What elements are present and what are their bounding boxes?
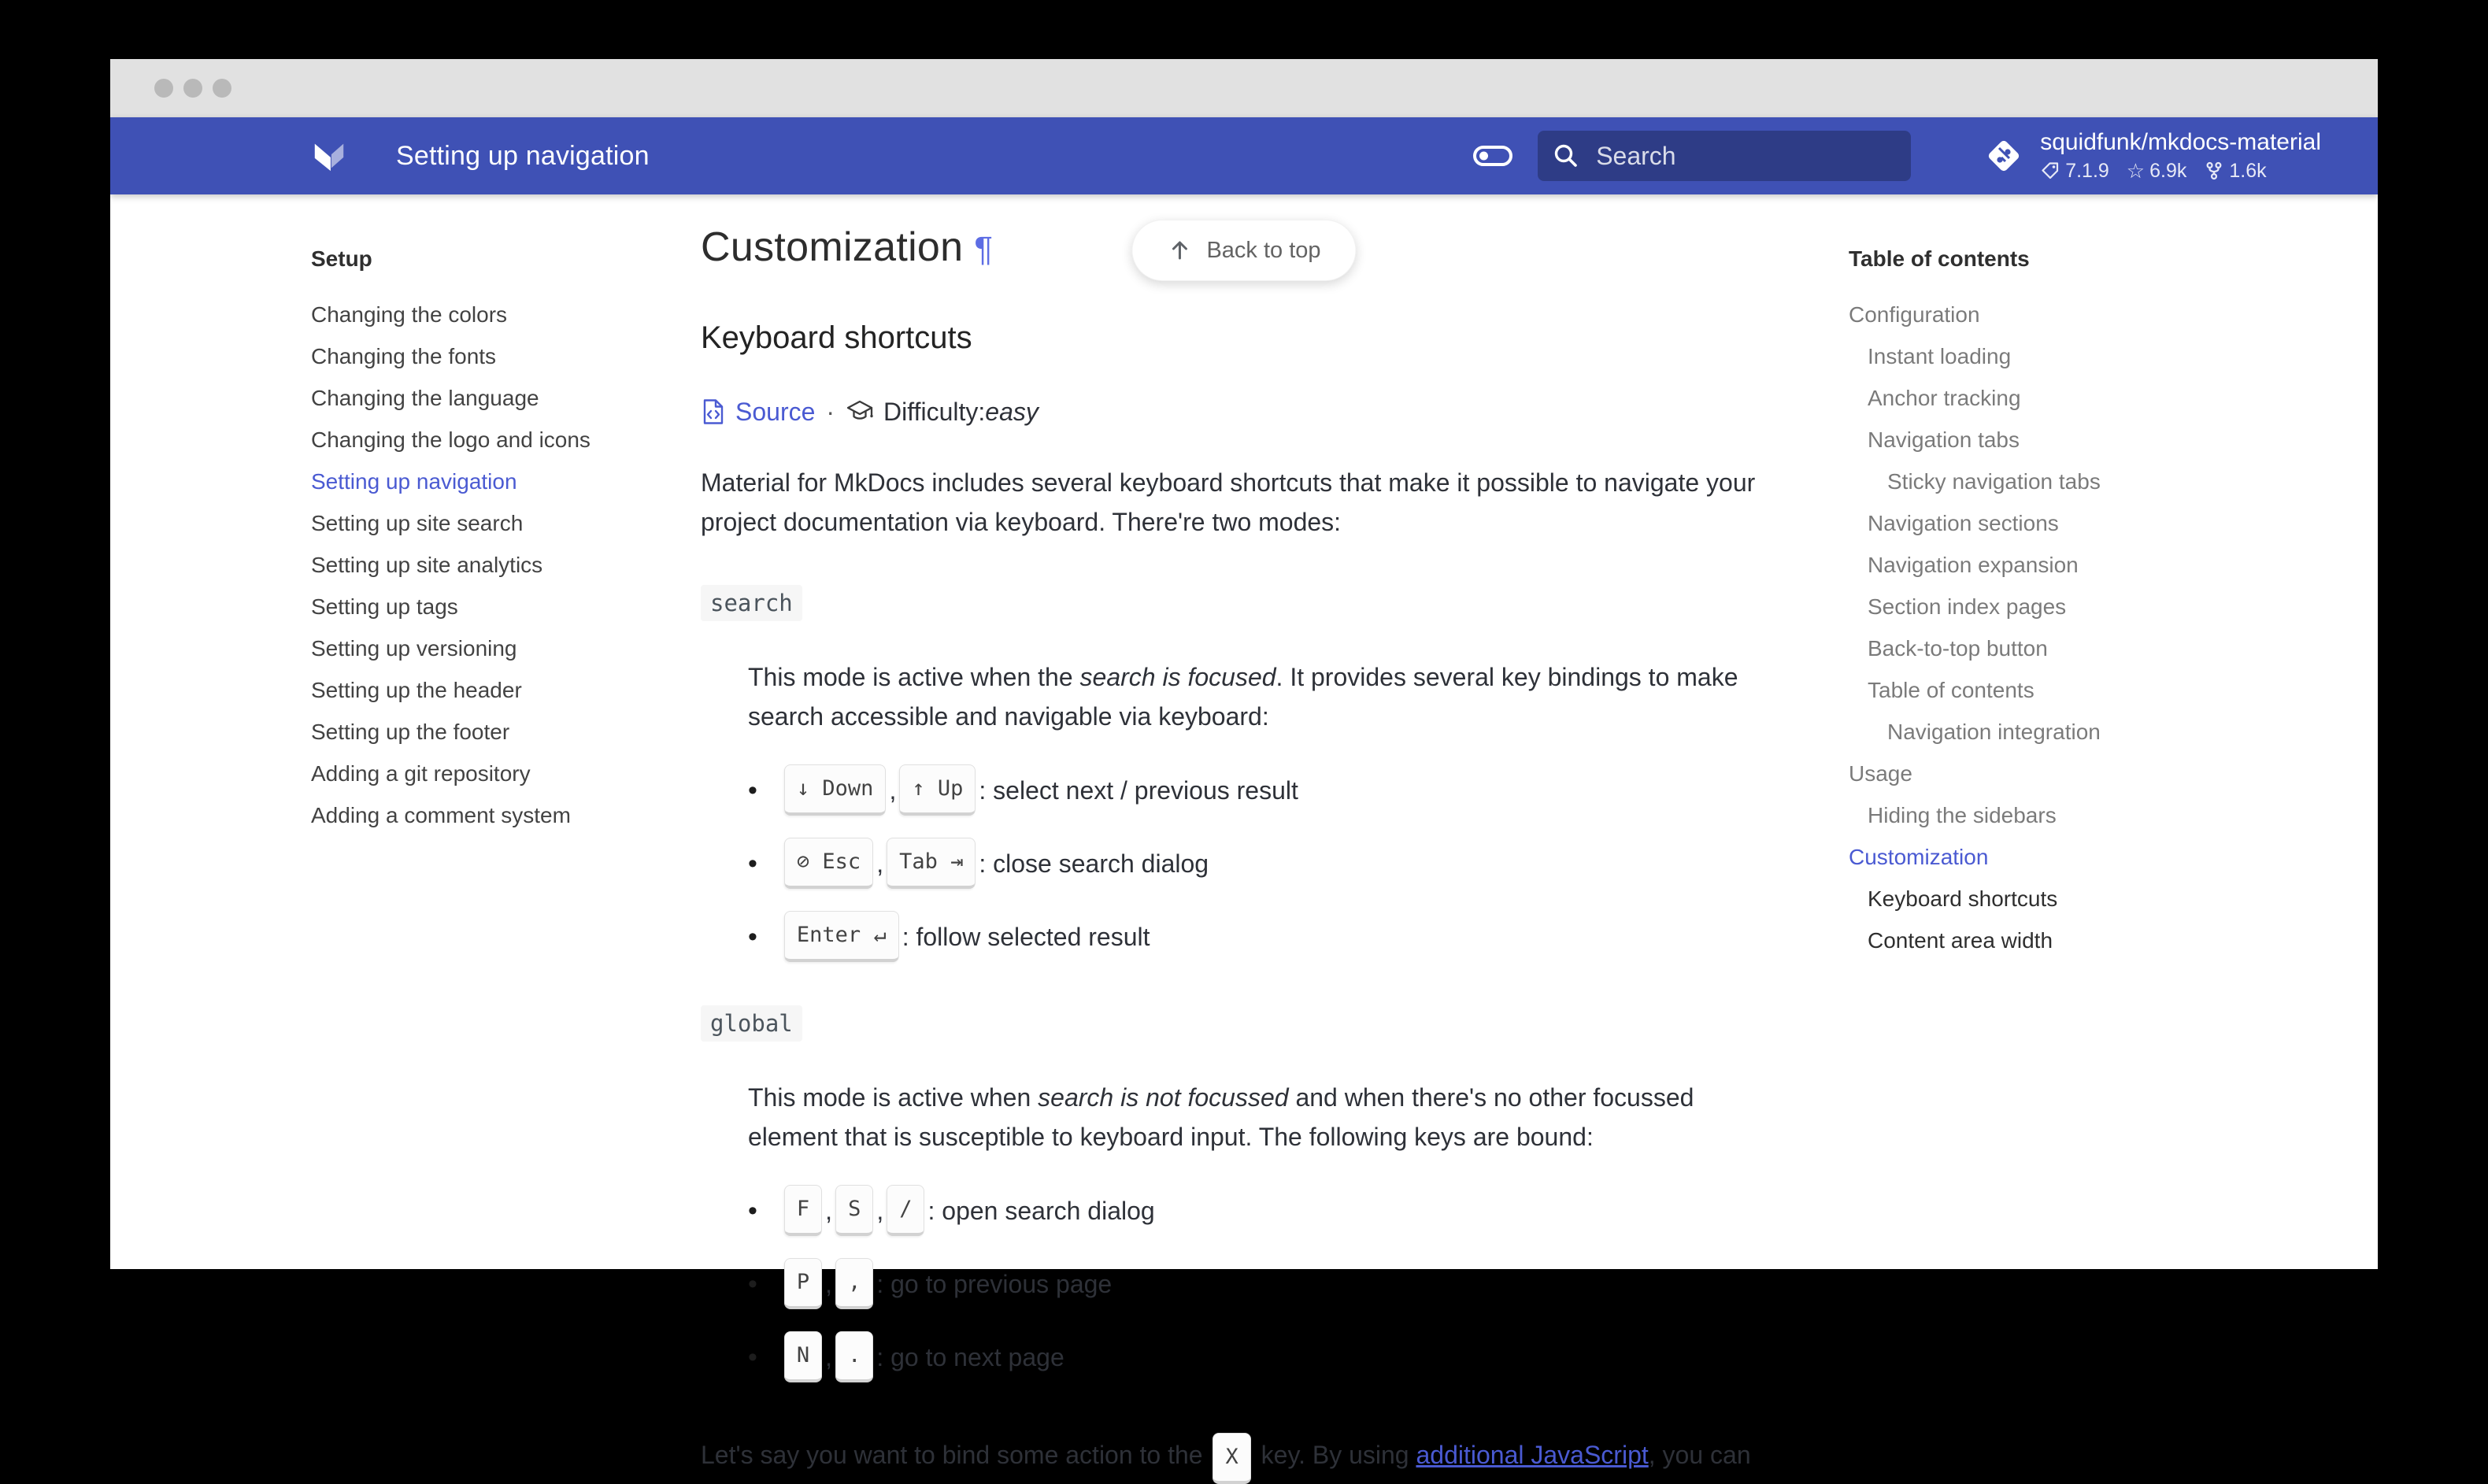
sidebar-item — [311, 502, 701, 544]
toc-sidebar — [1849, 194, 2173, 1484]
toc-item — [1849, 461, 2173, 502]
source-file-icon — [701, 398, 726, 425]
mkdocs-material-logo[interactable] — [311, 138, 347, 174]
repo-name: squidfunk/mkdocs-material — [2040, 129, 2321, 155]
shortcut-item: • ⊘ Esc , Tab ⇥ : close search dialog — [748, 838, 1770, 889]
sidebar-item — [311, 669, 701, 711]
toc-item — [1849, 836, 2173, 878]
window-minimize-button[interactable] — [183, 79, 202, 98]
keyboard-key: S — [835, 1185, 873, 1236]
toc-item — [1849, 711, 2173, 753]
sidebar-item-link[interactable]: Changing the fonts — [311, 344, 497, 368]
toc-item — [1849, 294, 2173, 335]
keyboard-key: • Enter ↵ — [784, 911, 899, 962]
toc-item-link[interactable]: Table of contents — [1868, 678, 2034, 702]
toc-item-link[interactable]: Back-to-top button — [1868, 636, 2048, 661]
cutoff-paragraph: Let's say you want to bind some action to the X key. By using additional JavaScript, you can — [701, 1433, 1770, 1484]
source-label: Source — [735, 398, 816, 426]
sidebar-item-link[interactable]: Setting up the header — [311, 678, 522, 702]
sidebar-item — [311, 419, 701, 461]
window-maximize-button[interactable] — [213, 79, 231, 98]
keyboard-key: Tab ⇥ — [887, 838, 976, 889]
primary-sidebar — [311, 194, 701, 1484]
sidebar-item-link[interactable]: Changing the language — [311, 386, 539, 410]
intro-paragraph: Material for MkDocs includes several keyboard shortcuts that make it possible to navigate your project documentation via keyboard. There're two modes: — [701, 468, 1756, 536]
sidebar-item-link[interactable]: Setting up tags — [311, 594, 458, 619]
keyboard-key: . — [835, 1331, 873, 1382]
sidebar-item — [311, 294, 701, 335]
page-heading: Customization ¶ — [701, 224, 994, 270]
sidebar-item-link[interactable]: Adding a git repository — [311, 761, 531, 786]
sidebar-item — [311, 794, 701, 836]
search-mode-section — [701, 583, 1770, 962]
arrow-up-icon — [1167, 238, 1192, 263]
sidebar-item-link[interactable]: Changing the colors — [311, 302, 508, 327]
toc-item-link[interactable]: Navigation sections — [1868, 511, 2059, 535]
sidebar-item — [311, 461, 701, 502]
sidebar-item — [311, 377, 701, 419]
keyboard-key: ↑ Up — [899, 764, 976, 816]
shortcut-item: • N , . : go to next page — [748, 1331, 1770, 1382]
repo-git-icon — [1983, 135, 2024, 176]
toc-item-link[interactable]: Keyboard shortcuts — [1868, 886, 2058, 911]
repo-stars: ☆ 6.9k — [2126, 159, 2187, 183]
heading-anchor-pilcrow[interactable]: ¶ — [974, 230, 994, 268]
toc-title: Table of contents — [1849, 246, 2030, 271]
keyboard-key: • P — [784, 1258, 822, 1309]
sidebar-item — [311, 627, 701, 669]
toc-item-link[interactable]: Navigation integration — [1887, 720, 2101, 744]
global-mode-section — [701, 1003, 1770, 1382]
keyboard-key: , — [835, 1258, 873, 1309]
toc-item-link[interactable]: Hiding the sidebars — [1868, 803, 2057, 827]
back-to-top-label: Back to top — [1206, 237, 1321, 263]
mode-code-chip: search — [701, 585, 802, 621]
toc-item — [1849, 502, 2173, 544]
emphasis-text: search is not focussed — [1038, 1083, 1289, 1112]
main-content — [701, 194, 1849, 1484]
window-titlebar — [110, 59, 2378, 117]
repo-stats — [2040, 159, 2321, 183]
toc-item-link[interactable]: Instant loading — [1868, 344, 2012, 368]
toc-item — [1849, 753, 2173, 794]
toc-item-link[interactable]: Configuration — [1849, 302, 1980, 327]
sidebar-item — [311, 544, 701, 586]
keyboard-key: / — [887, 1185, 924, 1236]
difficulty-cap-icon — [846, 398, 874, 425]
window-close-button[interactable] — [154, 79, 173, 98]
mode-description: This mode is active when search is not focussed and when there's no other focussed element that is susceptible to keyboard input. The following keys are bound: — [748, 1083, 1694, 1151]
sidebar-item-link[interactable]: Changing the logo and icons — [311, 427, 591, 452]
mode-description: This mode is active when the search is focused. It provides several key bindings to make search accessible and navigable via keyboard: — [748, 663, 1738, 731]
toc-item-link[interactable]: Sticky navigation tabs — [1887, 469, 2101, 494]
repo-text — [2040, 129, 2321, 183]
search-icon — [1552, 142, 1580, 170]
sidebar-item — [311, 753, 701, 794]
toc-item-link[interactable]: Section index pages — [1868, 594, 2067, 619]
sidebar-item — [311, 711, 701, 753]
sidebar-item — [311, 586, 701, 627]
mode-code-chip: global — [701, 1005, 802, 1042]
toc-item — [1849, 586, 2173, 627]
toc-item-link[interactable]: Navigation expansion — [1868, 553, 2079, 577]
toc-item-link[interactable]: Content area width — [1868, 928, 2053, 953]
toc-item — [1849, 335, 2173, 377]
meta-separator: · — [826, 398, 835, 426]
sidebar-item-link[interactable]: Adding a comment system — [311, 803, 571, 827]
keyboard-key: • ↓ Down — [784, 764, 887, 816]
browser-window — [110, 59, 2378, 1469]
sidebar-item-link[interactable]: Setting up navigation — [311, 469, 517, 494]
difficulty-value: easy — [985, 398, 1039, 426]
shortcut-list — [748, 764, 1770, 962]
keyboard-key: • F — [784, 1185, 822, 1236]
shortcut-item: • P , , : go to previous page — [748, 1258, 1770, 1309]
toc-item — [1849, 794, 2173, 836]
page-content — [110, 194, 2378, 1469]
toc-item — [1849, 627, 2173, 669]
app-header — [110, 117, 2378, 194]
sidebar-section-title: Setup — [311, 246, 372, 271]
sidebar-item-link[interactable]: Setting up site analytics — [311, 553, 543, 577]
keyboard-key: X — [1213, 1433, 1250, 1484]
shortcut-list — [748, 1185, 1770, 1382]
keyboard-key: • N — [784, 1331, 822, 1382]
toc-item — [1849, 878, 2173, 920]
toc-item-link[interactable]: Anchor tracking — [1868, 386, 2021, 410]
source-link[interactable] — [701, 392, 815, 431]
toc-item — [1849, 419, 2173, 461]
back-to-top-button[interactable] — [1131, 220, 1356, 281]
toc-item — [1849, 669, 2173, 711]
toc-item — [1849, 377, 2173, 419]
sidebar-item-link[interactable]: Setting up site search — [311, 511, 524, 535]
tag-icon — [2040, 161, 2060, 181]
toc-item-link[interactable]: Customization — [1849, 845, 1989, 869]
repo-version: 7.1.9 — [2040, 159, 2109, 183]
section-heading: Keyboard shortcuts — [701, 320, 972, 355]
emphasis-text: search is focused — [1079, 663, 1276, 691]
header-actions — [1472, 129, 2321, 183]
keyboard-key: • ⊘ Esc — [784, 838, 873, 889]
sidebar-item-link[interactable]: Setting up the footer — [311, 720, 510, 744]
sidebar-nav-list — [311, 294, 701, 836]
search-input[interactable] — [1596, 142, 1897, 171]
theme-toggle-button[interactable] — [1472, 140, 1514, 172]
shortcut-item: • ↓ Down , ↑ Up : select next / previous result — [748, 764, 1770, 816]
sidebar-item-link[interactable]: Setting up versioning — [311, 636, 517, 661]
meta-line — [701, 392, 1770, 431]
page-title-header: Setting up navigation — [396, 140, 650, 171]
search-box[interactable] — [1538, 131, 1911, 181]
toc-item-link[interactable]: Navigation tabs — [1868, 427, 2020, 452]
difficulty-label: Difficulty: — [883, 398, 986, 426]
inline-link[interactable]: additional JavaScript — [1416, 1441, 1649, 1469]
star-icon: ☆ — [2126, 159, 2146, 183]
toc-list — [1849, 294, 2173, 961]
shortcut-item: • F , S , / : open search dialog — [748, 1185, 1770, 1236]
repository-link[interactable] — [1983, 129, 2321, 183]
fork-icon — [2204, 161, 2224, 181]
repo-forks: 1.6k — [2204, 159, 2266, 183]
three-column-layout — [311, 194, 2374, 1469]
sidebar-item — [311, 335, 701, 377]
toc-item-link[interactable]: Usage — [1849, 761, 1912, 786]
shortcut-item: • Enter ↵ : follow selected result — [748, 911, 1770, 962]
toc-item — [1849, 920, 2173, 961]
toggle-switch-icon — [1472, 140, 1514, 172]
toc-item — [1849, 544, 2173, 586]
